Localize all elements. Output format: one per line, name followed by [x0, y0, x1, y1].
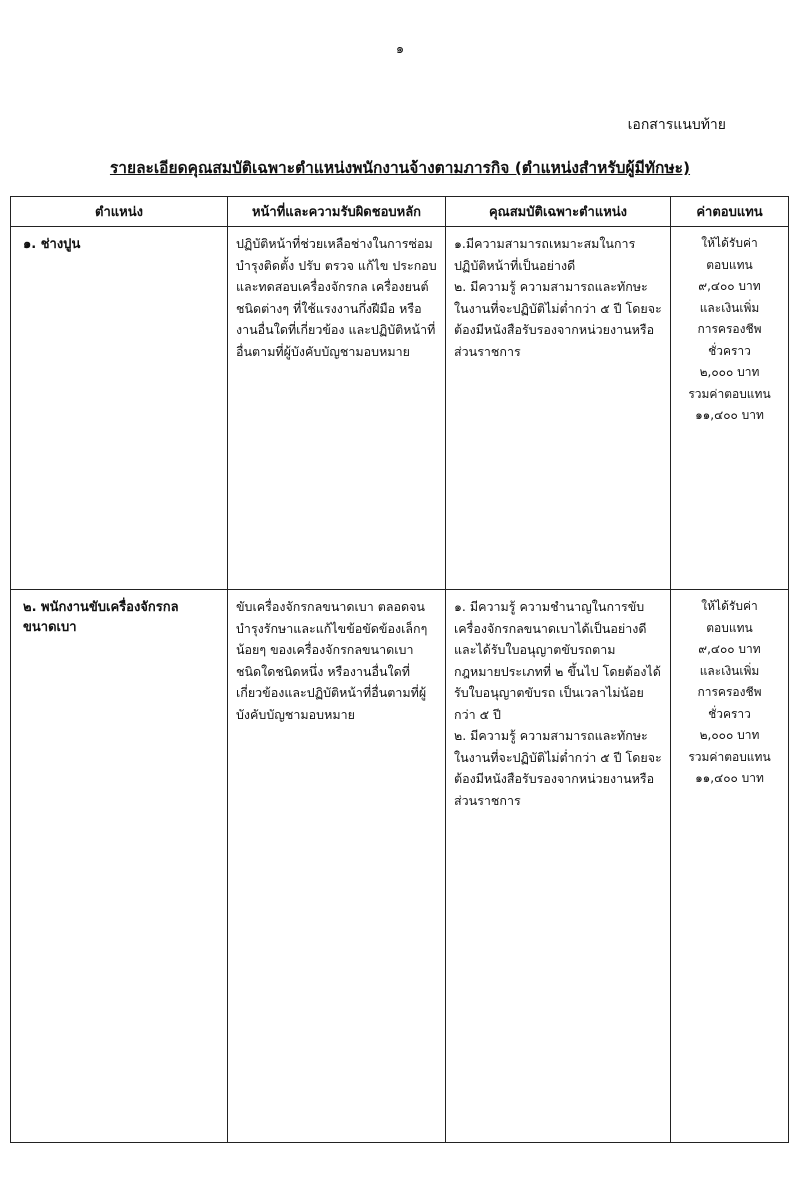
qualification-item: ๑. มีความรู้ ความชำนาญในการขับเครื่องจักรกลขนาดเบาได้เป็นอย่างดี และได้รับใบอนุญาตขับรถตามกฎหมายประเภทที่ ๒ ขึ้นไป โดยต้องได้รับใบอนุญาตขับรถ เป็นเวลาไม่น้อยกว่า ๕ ปี [454, 599, 661, 722]
compensation-line: และเงินเพิ่ม [699, 300, 760, 315]
qualifications-cell [446, 590, 671, 1143]
compensation-line: ๙,๔๐๐ บาท [698, 642, 761, 656]
duties-cell: ปฏิบัติหน้าที่ช่วยเหลือช่างในการซ่อมบำรุงติดตั้ง ปรับ ตรวจ แก้ไข ประกอบ และทดสอบเครื่องจักรกล เครื่องยนต์ชนิดต่างๆ ที่ใช้แรงงานกึ่งฝีมือ หรืองานอื่นใดที่เกี่ยวข้อง และปฏิบัติหน้าที่อื่นตามที่ผู้บังคับบัญชามอบหมาย [228, 227, 446, 590]
document-title: รายละเอียดคุณสมบัติเฉพาะตำแหน่งพนักงานจ้างตามภารกิจ (ตำแหน่งสำหรับผู้มีทักษะ) [109, 159, 691, 177]
position-title: ๒. พนักงานขับเครื่องจักรกล [23, 600, 179, 615]
position-title: ขนาดเบา [23, 620, 77, 635]
position-cell [11, 590, 228, 1143]
attachment-label: เอกสารแนบท้าย [627, 117, 726, 133]
header-compensation: ค่าตอบแทน [671, 197, 789, 227]
qualification-item: ๒. มีความรู้ ความสามารถและทักษะในงานที่จะปฏิบัติไม่ต่ำกว่า ๕ ปี โดยจะต้องมีหนังสือรับรองจากหน่วยงานหรือส่วนราชการ [454, 279, 662, 359]
header-position: ตำแหน่ง [11, 197, 228, 227]
compensation-line: ๑๑,๔๐๐ บาท [695, 771, 764, 785]
table-row [11, 590, 789, 1143]
qualification-item: ๑.มีความสามารถเหมาะสมในการปฏิบัติหน้าที่เป็นอย่างดี [454, 236, 636, 273]
position-title: ๑. ช่างปูน [23, 237, 81, 252]
compensation-line: การครองชีพชั่วคราว [697, 685, 762, 721]
header-duties: หน้าที่และความรับผิดชอบหลัก [228, 197, 446, 227]
qualifications-table [10, 196, 789, 1143]
compensation-line: รวมค่าตอบแทน [688, 386, 771, 401]
compensation-cell [671, 590, 789, 1143]
compensation-line: ๒,๐๐๐ บาท [699, 728, 760, 742]
qualification-item: ๒. มีความรู้ ความสามารถและทักษะในงานที่จะปฏิบัติไม่ต่ำกว่า ๕ ปี โดยจะต้องมีหนังสือรับรองจากหน่วยงานหรือส่วนราชการ [454, 728, 662, 808]
compensation-line: ให้ได้รับค่าตอบแทน [701, 236, 758, 272]
compensation-line: ๙,๔๐๐ บาท [698, 279, 761, 293]
compensation-line: ให้ได้รับค่าตอบแทน [701, 599, 758, 635]
position-cell [11, 227, 228, 590]
table-row [11, 227, 789, 590]
qualifications-cell [446, 227, 671, 590]
table-header-row [11, 197, 789, 227]
compensation-line: และเงินเพิ่ม [699, 663, 760, 678]
compensation-line: ๒,๐๐๐ บาท [699, 365, 760, 379]
page-number: ๑ [395, 42, 405, 57]
compensation-line: รวมค่าตอบแทน [688, 749, 771, 764]
compensation-line: ๑๑,๔๐๐ บาท [695, 408, 764, 422]
compensation-line: การครองชีพชั่วคราว [697, 322, 762, 358]
duties-cell: ขับเครื่องจักรกลขนาดเบา ตลอดจนบำรุงรักษาและแก้ไขข้อขัดข้องเล็กๆ น้อยๆ ของเครื่องจักรกลขนาดเบาชนิดใดชนิดหนึ่ง หรืองานอื่นใดที่เกี่ยวข้องและปฏิบัติหน้าที่อื่นตามที่ผู้บังคับบัญชามอบหมาย [228, 590, 446, 1143]
compensation-cell [671, 227, 789, 590]
header-qualifications: คุณสมบัติเฉพาะตำแหน่ง [446, 197, 671, 227]
